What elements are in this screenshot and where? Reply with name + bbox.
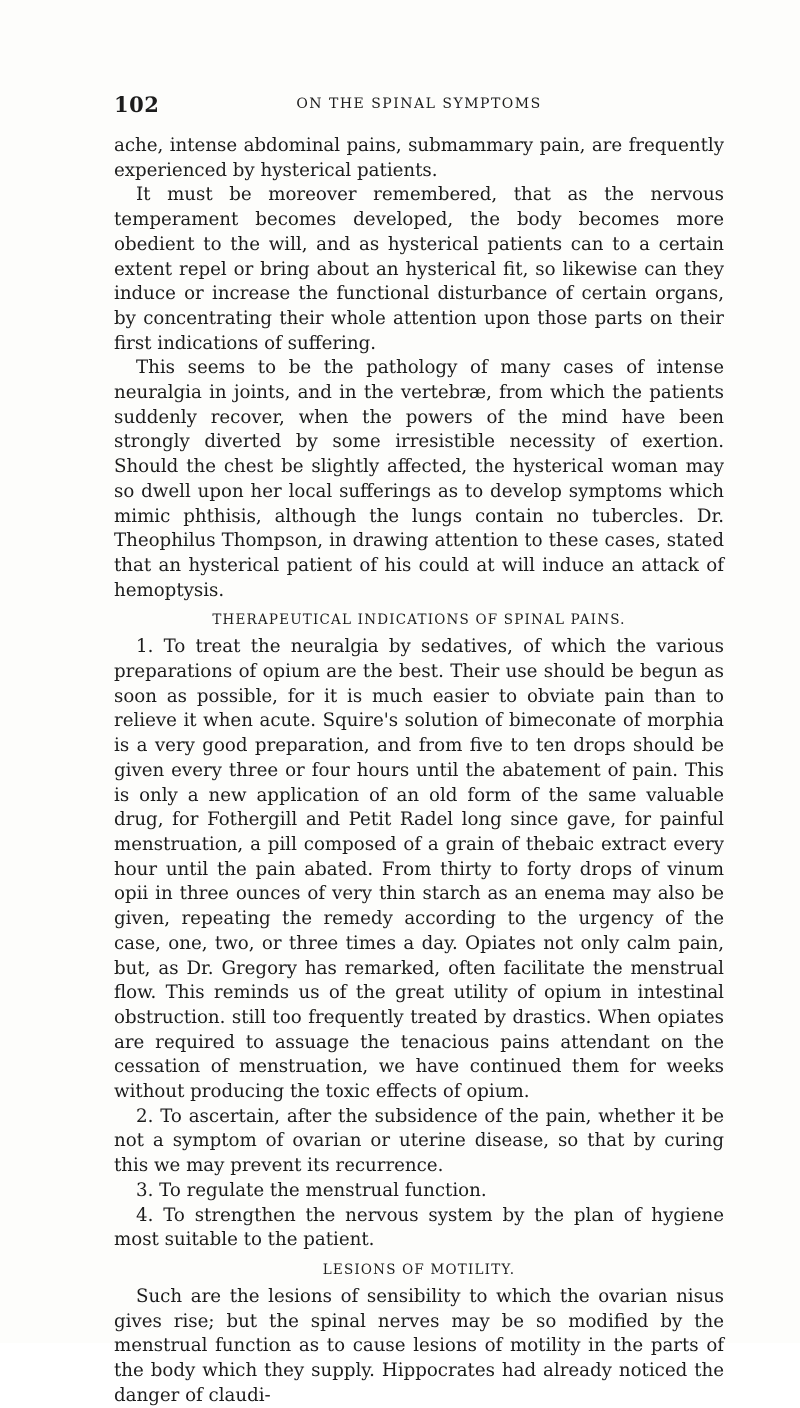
page-number: 102 (114, 92, 160, 117)
list-item: 4. To strengthen the nervous system by the plan of hygiene most suitable to the patient. (114, 1204, 724, 1251)
section-heading-therapeutical: THERAPEUTICAL INDICATIONS OF SPINAL PAINS. (212, 612, 626, 629)
paragraph-motility: Such are the lesions of sensibility to which the ovarian nisus gives rise; but the spinal nerves may be so modified by the menstrual function as to cause lesions of motility in the parts of the body which they supply. Hippocrates had already noticed the danger of claudi- (114, 1285, 724, 1406)
paragraph-continued: ache, intense abdominal pains, submammary pain, are frequently experienced by hysterical patients. (114, 135, 724, 181)
section-heading-motility: LESIONS OF MOTILITY. (322, 1261, 516, 1278)
indications-list (114, 635, 724, 1253)
list-item: 3. To regulate the menstrual function. (136, 1179, 487, 1201)
paragraph-nervous-temperament: It must be moreover remembered, that as the nervous temperament becomes developed, the body becomes more obedient to the will, and as hysterical patients can to a certain extent repel or bring about an hysterical fit, so likewise can they induce or increase the functional disturbance of certain organs, by concentrating their whole attention upon those parts on their first indications of suffering. (114, 184, 724, 354)
list-item: 1. To treat the neuralgia by sedatives, of which the various preparations of opium are the best. Their use should be begun as soon as possible, for it is much easier to obviate pain than to relieve it when acute. Squire's solution of bimeconate of morphia is a very good preparation, and from five to ten drops should be given every three or four hours until the abatement of pain. This is only a new application of an old form of the same valuable drug, for Fothergill and Petit Radel long since gave, for painful menstruation, a pill composed of a grain of thebaic extract every hour until the pain abated. From thirty to forty drops of vinum opii in three ounces of very thin starch as an enema may also be given, repeating the remedy according to the urgency of the case, one, two, or three times a day. Opiates not only calm pain, but, as Dr. Gregory has remarked, often facilitate the menstrual flow. This reminds us of the great utility of opium in intestinal obstruction. still too frequently treated by drastics. When opiates are required to assuage the tenacious pains attendant on the cessation of menstruation, we have continued them for weeks without producing the toxic effects of opium. (114, 636, 724, 1103)
running-head: ON THE SPINAL SYMPTOMS (296, 96, 542, 112)
paragraph-pathology: This seems to be the pathology of many cases of intense neuralgia in joints, and in the vertebræ, from which the patients suddenly recover, when the powers of the mind have been strongly diverted by some irresistible necessity of exertion. Should the chest be slightly affected, the hysterical woman may so dwell upon her local sufferings as to develop symptoms which mimic phthisis, although the lungs contain no tubercles. Dr. Theophilus Thompson, in drawing attention to these cases, stated that an hysterical patient of his could at will induce an attack of hemoptysis. (114, 357, 724, 601)
body-text (114, 134, 724, 1408)
list-item: 2. To ascertain, after the subsidence of the pain, whether it be not a symptom of ovarian or uterine disease, so that by curing this we may prevent its recurrence. (114, 1105, 724, 1177)
page-header (114, 92, 724, 118)
